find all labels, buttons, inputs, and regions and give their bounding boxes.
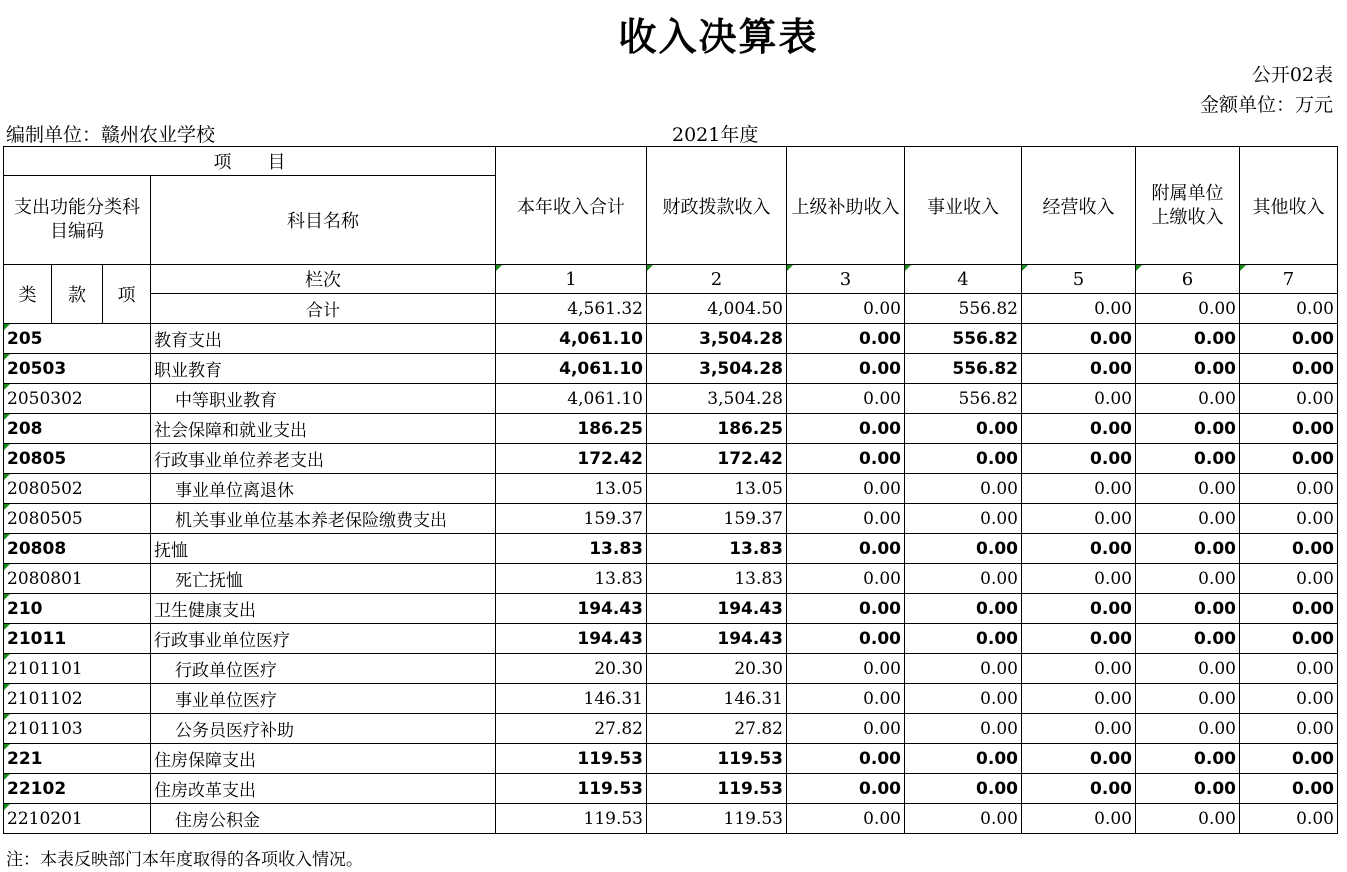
row-value: 119.53 [647, 804, 787, 834]
total-value: 4,004.50 [647, 294, 787, 324]
row-value: 0.00 [1136, 594, 1240, 624]
row-value: 0.00 [1240, 624, 1338, 654]
table-row [4, 354, 1338, 384]
row-value: 0.00 [905, 804, 1022, 834]
income-table [3, 146, 1338, 834]
row-value: 0.00 [1022, 714, 1136, 744]
row-value: 0.00 [787, 444, 905, 474]
row-name: 事业单位离退休 [151, 474, 496, 504]
row-value: 0.00 [1022, 804, 1136, 834]
row-value: 4,061.10 [496, 324, 647, 354]
table-row [4, 654, 1338, 684]
table-row [4, 444, 1338, 474]
row-name: 职业教育 [151, 354, 496, 384]
row-value: 0.00 [1022, 744, 1136, 774]
total-value: 0.00 [787, 294, 905, 324]
row-value: 0.00 [905, 474, 1022, 504]
row-value: 20.30 [647, 654, 787, 684]
row-value: 0.00 [1136, 414, 1240, 444]
row-value: 0.00 [905, 714, 1022, 744]
form-number: 公开02表 [1251, 64, 1333, 86]
row-value: 0.00 [787, 804, 905, 834]
header-item: 项 目 [4, 147, 496, 176]
row-value: 0.00 [1136, 654, 1240, 684]
row-value: 159.37 [496, 504, 647, 534]
row-name: 事业单位医疗 [151, 684, 496, 714]
row-value: 146.31 [496, 684, 647, 714]
col-num-3: 3 [787, 265, 905, 294]
header-lei: 类 [4, 265, 52, 324]
row-value: 0.00 [1022, 624, 1136, 654]
row-value: 0.00 [787, 474, 905, 504]
row-value: 0.00 [905, 444, 1022, 474]
row-value: 0.00 [1136, 324, 1240, 354]
row-code: 20503 [4, 354, 151, 384]
row-value: 0.00 [905, 654, 1022, 684]
row-code: 20805 [4, 444, 151, 474]
row-value: 0.00 [905, 504, 1022, 534]
row-value: 0.00 [1022, 444, 1136, 474]
table-row [4, 714, 1338, 744]
row-value: 0.00 [787, 324, 905, 354]
table-row [4, 504, 1338, 534]
header-col-7: 其他收入 [1240, 147, 1338, 265]
row-value: 0.00 [1240, 684, 1338, 714]
row-value: 0.00 [905, 564, 1022, 594]
row-value: 0.00 [787, 414, 905, 444]
table-row [4, 774, 1338, 804]
amount-unit: 金额单位：万元 [1199, 94, 1333, 116]
row-value: 556.82 [905, 324, 1022, 354]
total-value: 0.00 [1136, 294, 1240, 324]
row-value: 0.00 [1240, 444, 1338, 474]
row-value: 119.53 [647, 744, 787, 774]
row-code: 2101102 [4, 684, 151, 714]
row-value: 172.42 [496, 444, 647, 474]
table-row [4, 324, 1338, 354]
row-value: 0.00 [1022, 594, 1136, 624]
row-value: 0.00 [1136, 384, 1240, 414]
row-value: 0.00 [1240, 354, 1338, 384]
row-value: 0.00 [1022, 774, 1136, 804]
total-value: 4,561.32 [496, 294, 647, 324]
row-value: 194.43 [647, 624, 787, 654]
row-name: 社会保障和就业支出 [151, 414, 496, 444]
row-name: 行政事业单位养老支出 [151, 444, 496, 474]
row-code: 210 [4, 594, 151, 624]
row-value: 0.00 [905, 534, 1022, 564]
row-value: 0.00 [905, 774, 1022, 804]
row-value: 0.00 [1136, 354, 1240, 384]
row-value: 119.53 [496, 804, 647, 834]
row-value: 0.00 [905, 414, 1022, 444]
col-num-4: 4 [905, 265, 1022, 294]
row-value: 172.42 [647, 444, 787, 474]
row-value: 0.00 [1240, 774, 1338, 804]
row-value: 119.53 [496, 774, 647, 804]
row-value: 0.00 [1240, 384, 1338, 414]
row-code: 22102 [4, 774, 151, 804]
row-value: 0.00 [1022, 354, 1136, 384]
row-value: 0.00 [787, 534, 905, 564]
header-xiang: 项 [103, 265, 151, 324]
table-row [4, 804, 1338, 834]
table-row [4, 624, 1338, 654]
row-value: 0.00 [1022, 384, 1136, 414]
row-name: 行政事业单位医疗 [151, 624, 496, 654]
row-value: 0.00 [787, 624, 905, 654]
table-row [4, 534, 1338, 564]
row-name: 抚恤 [151, 534, 496, 564]
row-value: 0.00 [905, 684, 1022, 714]
row-value: 0.00 [787, 354, 905, 384]
row-name: 机关事业单位基本养老保险缴费支出 [151, 504, 496, 534]
row-value: 194.43 [647, 594, 787, 624]
row-code: 205 [4, 324, 151, 354]
row-name: 公务员医疗补助 [151, 714, 496, 744]
row-name: 行政单位医疗 [151, 654, 496, 684]
table-row [4, 684, 1338, 714]
table-row [4, 564, 1338, 594]
row-code: 221 [4, 744, 151, 774]
row-value: 13.05 [496, 474, 647, 504]
row-value: 13.05 [647, 474, 787, 504]
col-num-5: 5 [1022, 265, 1136, 294]
row-value: 119.53 [647, 774, 787, 804]
row-value: 0.00 [1240, 594, 1338, 624]
header-code-group: 支出功能分类科目编码 [14, 197, 140, 242]
header-col-4: 事业收入 [905, 147, 1022, 265]
row-value: 13.83 [496, 534, 647, 564]
row-value: 0.00 [1136, 474, 1240, 504]
row-value: 0.00 [787, 654, 905, 684]
total-value: 0.00 [1240, 294, 1338, 324]
row-value: 119.53 [496, 744, 647, 774]
row-code: 2101101 [4, 654, 151, 684]
row-value: 0.00 [1136, 774, 1240, 804]
row-value: 0.00 [1022, 504, 1136, 534]
row-value: 0.00 [905, 594, 1022, 624]
row-value: 0.00 [1136, 804, 1240, 834]
row-code: 2101103 [4, 714, 151, 744]
row-value: 194.43 [496, 594, 647, 624]
row-value: 4,061.10 [496, 354, 647, 384]
row-value: 4,061.10 [496, 384, 647, 414]
header-col-2: 财政拨款收入 [647, 147, 787, 265]
row-value: 0.00 [1240, 324, 1338, 354]
col-num-7: 7 [1240, 265, 1338, 294]
row-value: 0.00 [787, 774, 905, 804]
row-value: 0.00 [1022, 414, 1136, 444]
row-value: 0.00 [1240, 714, 1338, 744]
row-value: 0.00 [787, 504, 905, 534]
row-code: 21011 [4, 624, 151, 654]
row-name: 住房公积金 [151, 804, 496, 834]
table-row [4, 474, 1338, 504]
row-value: 0.00 [1136, 714, 1240, 744]
page-title: 收入决算表 [618, 15, 819, 59]
table-row [4, 384, 1338, 414]
table-row [4, 594, 1338, 624]
row-value: 0.00 [1022, 564, 1136, 594]
col-num-2: 2 [647, 265, 787, 294]
organization: 编制单位：赣州农业学校 [6, 124, 216, 146]
header-name: 科目名称 [151, 176, 496, 265]
row-code: 208 [4, 414, 151, 444]
row-code: 2080505 [4, 504, 151, 534]
total-value: 0.00 [1022, 294, 1136, 324]
row-value: 0.00 [787, 594, 905, 624]
row-value: 0.00 [1022, 474, 1136, 504]
row-value: 0.00 [1136, 624, 1240, 654]
row-value: 0.00 [787, 714, 905, 744]
row-value: 0.00 [1240, 414, 1338, 444]
row-value: 0.00 [787, 744, 905, 774]
row-name: 住房保障支出 [151, 744, 496, 774]
row-value: 3,504.28 [647, 354, 787, 384]
row-value: 556.82 [905, 384, 1022, 414]
row-value: 0.00 [787, 384, 905, 414]
row-value: 20.30 [496, 654, 647, 684]
row-value: 0.00 [1240, 654, 1338, 684]
row-value: 0.00 [1022, 654, 1136, 684]
row-value: 0.00 [1022, 534, 1136, 564]
row-value: 0.00 [905, 624, 1022, 654]
row-value: 0.00 [1136, 744, 1240, 774]
row-code: 20808 [4, 534, 151, 564]
row-value: 194.43 [496, 624, 647, 654]
total-value: 556.82 [905, 294, 1022, 324]
row-name: 教育支出 [151, 324, 496, 354]
row-value: 186.25 [647, 414, 787, 444]
row-value: 0.00 [1240, 474, 1338, 504]
row-value: 27.82 [496, 714, 647, 744]
row-value: 0.00 [1240, 804, 1338, 834]
row-name: 中等职业教育 [151, 384, 496, 414]
row-value: 0.00 [787, 684, 905, 714]
row-value: 159.37 [647, 504, 787, 534]
header-kuan: 款 [52, 265, 103, 324]
row-value: 3,504.28 [647, 384, 787, 414]
row-value: 0.00 [1022, 684, 1136, 714]
row-value: 0.00 [1240, 744, 1338, 774]
header-col-5: 经营收入 [1022, 147, 1136, 265]
row-value: 0.00 [905, 744, 1022, 774]
row-value: 13.83 [647, 564, 787, 594]
table-row [4, 744, 1338, 774]
header-col-6: 附属单位上缴收入 [1151, 182, 1224, 228]
row-code: 2080502 [4, 474, 151, 504]
row-value: 13.83 [496, 564, 647, 594]
row-value: 0.00 [1136, 504, 1240, 534]
header-col-1: 本年收入合计 [496, 147, 647, 265]
row-value: 0.00 [1240, 504, 1338, 534]
header-col-3: 上级补助收入 [787, 147, 905, 265]
row-value: 0.00 [1136, 444, 1240, 474]
row-value: 27.82 [647, 714, 787, 744]
row-value: 0.00 [1136, 534, 1240, 564]
table-row [4, 414, 1338, 444]
row-value: 0.00 [1136, 684, 1240, 714]
fiscal-year: 2021年度 [672, 124, 759, 146]
row-value: 0.00 [1240, 564, 1338, 594]
table-note: 注：本表反映部门本年度取得的各项收入情况。 [6, 850, 363, 870]
row-code: 2210201 [4, 804, 151, 834]
row-name: 死亡抚恤 [151, 564, 496, 594]
row-value: 0.00 [1240, 534, 1338, 564]
row-value: 556.82 [905, 354, 1022, 384]
row-value: 3,504.28 [647, 324, 787, 354]
row-value: 13.83 [647, 534, 787, 564]
row-value: 186.25 [496, 414, 647, 444]
row-code: 2050302 [4, 384, 151, 414]
total-label: 合计 [151, 294, 496, 324]
row-name: 住房改革支出 [151, 774, 496, 804]
row-code: 2080801 [4, 564, 151, 594]
row-value: 0.00 [1136, 564, 1240, 594]
col-num-1: 1 [496, 265, 647, 294]
row-value: 146.31 [647, 684, 787, 714]
col-num-6: 6 [1136, 265, 1240, 294]
row-name: 卫生健康支出 [151, 594, 496, 624]
header-lanci: 栏次 [151, 265, 496, 294]
row-value: 0.00 [1022, 324, 1136, 354]
row-value: 0.00 [787, 564, 905, 594]
